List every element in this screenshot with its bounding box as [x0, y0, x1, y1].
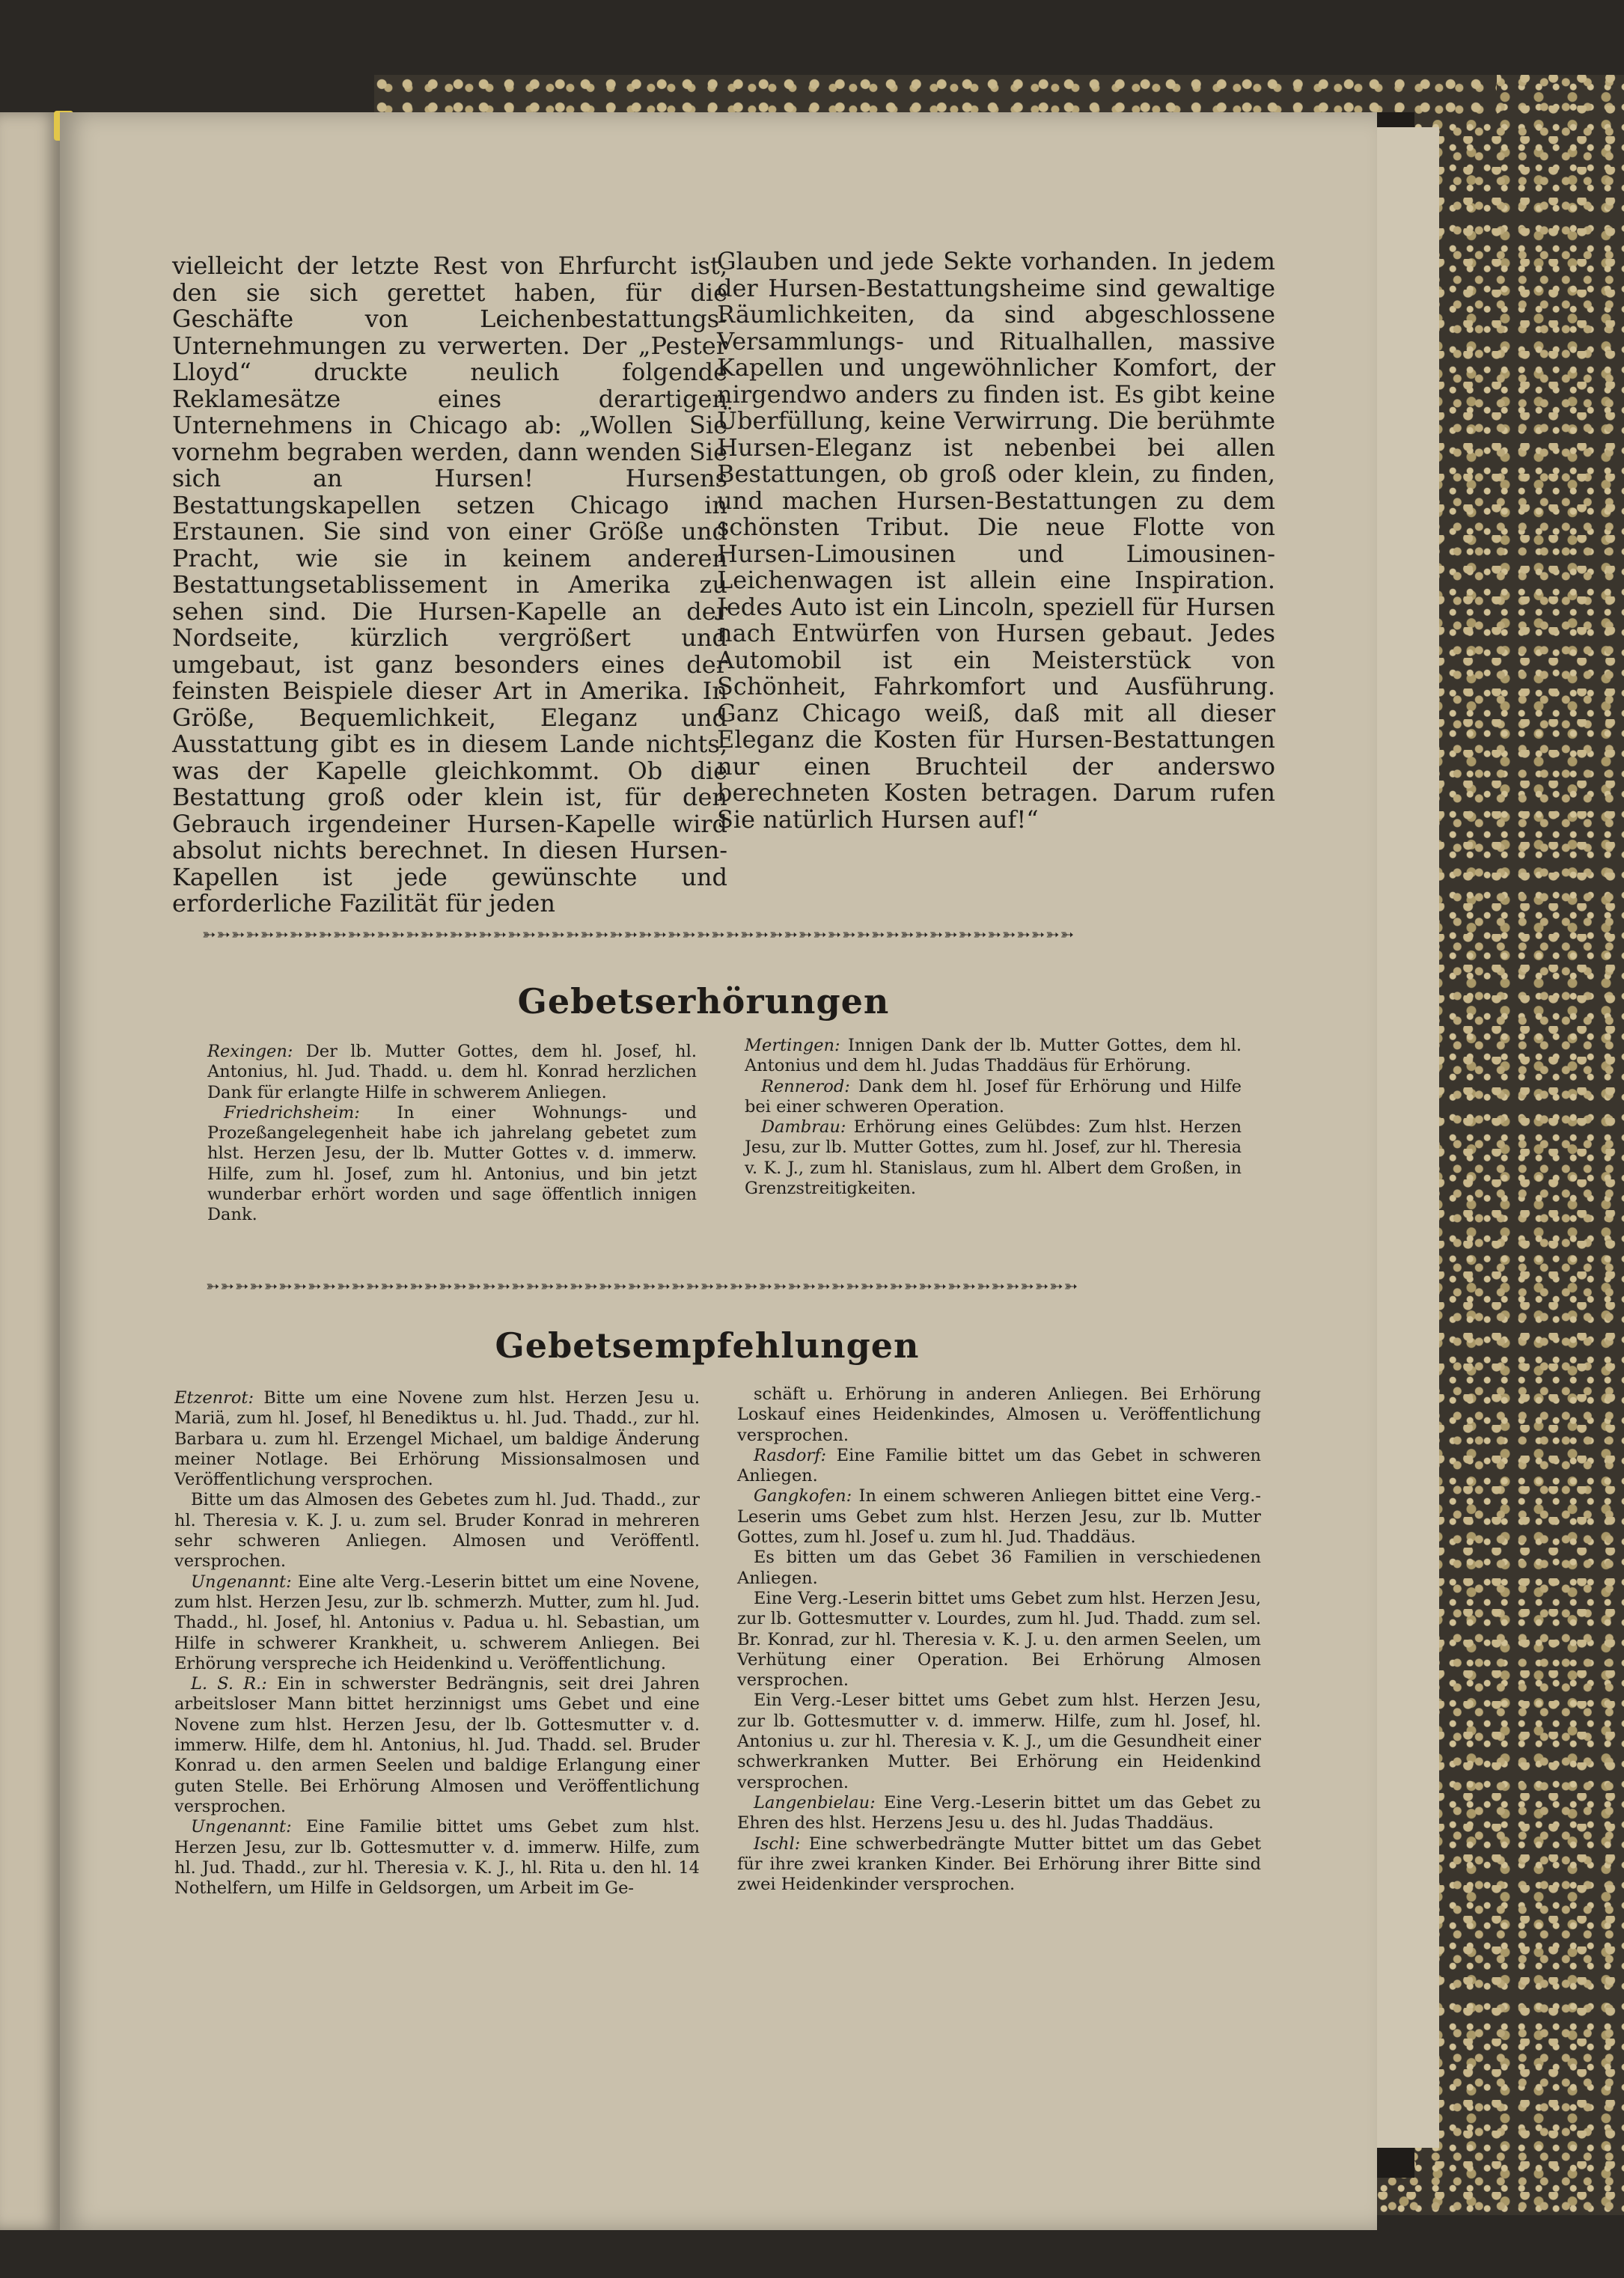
entry-text: Ein Verg.-Leser bittet ums Gebet zum hlst. Herzen Jesu, zur lb. Gottesmutter v. d. immerw. Hilfe, zum hl. Josef, hl. Antonius u. zur hl. Theresia v. K. J., um die Gesundheit einer schwerkranken Mutter. Bei Erhörung ein Heidenkind versprochen.	[737, 1691, 1261, 1792]
page-stack-edge	[1370, 127, 1439, 2148]
prayer-entry	[174, 1572, 700, 1674]
entry-text: Eine schwerbedrängte Mutter bittet um das Gebet für ihre zwei kranken Kinder. Bei Erhörung ihrer Bitte sind zwei Heidenkinder versprochen.	[737, 1833, 1261, 1895]
book-page	[60, 112, 1377, 2230]
prayer-entry	[737, 1384, 1261, 1446]
entry-location-label: Rennerod:	[761, 1076, 850, 1096]
entry-text: In einem schweren Anliegen bittet eine Verg.-Leserin ums Gebet zum hlst. Herzen Jesu, zur lb. Mutter Gottes, zum hl. Josef u. zum hl. Jud. Thaddäus.	[737, 1486, 1261, 1548]
entry-text: Dank dem hl. Josef für Erhörung und Hilfe bei einer schweren Operation.	[745, 1076, 1242, 1117]
gebetsempfehlungen-right-column	[737, 1384, 1261, 1895]
entry-location-label: Ischl:	[754, 1833, 801, 1854]
article-right-column	[717, 248, 1275, 833]
entry-location-label: Ungenannt:	[191, 1572, 292, 1592]
gebetserhoerungen-left-column	[207, 1042, 697, 1226]
entry-text: Bitte um eine Novene zum hlst. Herzen Jesu u. Mariä, zum hl. Josef, hl Benediktus u. hl. Jud. Thadd., zur hl. Barbara u. zum hl. Erzengel Michael, um baldige Änderung meiner Notlage. Bei Erhörung Missionsalmosen und Veröffentlichung versprochen.	[174, 1388, 700, 1490]
entry-location-label: Rasdorf:	[754, 1445, 827, 1465]
prayer-entry	[745, 1117, 1242, 1199]
prayer-entry	[207, 1042, 697, 1103]
prayer-entry	[174, 1388, 700, 1490]
entry-location-label: Langenbielau:	[754, 1792, 876, 1813]
prayer-entry	[745, 1077, 1242, 1118]
entry-location-label: Friedrichsheim:	[224, 1102, 360, 1123]
gebetserhoerungen-right-column	[745, 1036, 1242, 1199]
entry-text: Eine Familie bittet um das Gebet in schweren Anliegen.	[737, 1445, 1261, 1486]
entry-text: Der lb. Mutter Gottes, dem hl. Josef, hl. Antonius, hl. Jud. Thadd. u. dem hl. Konrad herzlichen Dank für erlangte Hilfe in schwerem Anliegen.	[207, 1042, 697, 1102]
entry-text: Eine alte Verg.-Leserin bittet um eine Novene, zum hlst. Herzen Jesu, zur lb. schmerzh. Mutter, zum hl. Jud. Thadd., hl. Josef, hl. Antonius v. Padua u. hl. Sebastian, um Hilfe in schwerer Krankheit, u. schwerem Anliegen. Bei Erhörung verspreche ich Heidenkind u. Veröffentlichung.	[174, 1572, 700, 1673]
section-heading-gebetsempfehlungen: Gebetsempfehlungen	[495, 1325, 920, 1366]
entry-location-label: Ungenannt:	[191, 1817, 292, 1837]
prayer-entry	[737, 1834, 1261, 1896]
entry-text: Eine Verg.-Leserin bittet ums Gebet zum hlst. Herzen Jesu, zur lb. Gottesmutter v. Lourdes, zum hl. Jud. Thadd. zum sel. Br. Konrad, zur hl. Theresia v. K. J. u. den armen Seelen, um Verhütung einer Operation. Bei Erhörung Almosen versprochen.	[737, 1588, 1261, 1691]
entry-text: Eine Verg.-Leserin bittet um das Gebet zu Ehren des hlst. Herzens Jesu u. des hl. Judas Thaddäus.	[737, 1792, 1261, 1833]
entry-text: Es bitten um das Gebet 36 Familien in verschiedenen Anliegen.	[737, 1548, 1261, 1588]
entry-location-label: Gangkofen:	[754, 1486, 852, 1506]
entry-location-label: Dambrau:	[761, 1117, 846, 1138]
article-right-text: Glauben und jede Sekte vorhanden. In jedem der Hursen-Bestattungsheime sind gewaltige Räumlichkeiten, da sind abgeschlossene Versammlungs- und Ritualhallen, massive Kapellen und ungewöhnlicher Komfort, der nirgendwo anders zu finden ist. Es gibt keine Überfüllung, keine Verwirrung. Die berühmte Hursen-Eleganz ist nebenbei bei allen Bestattungen, ob groß oder klein, zu finden, und machen Hursen-Bestattungen zu dem schönsten Tribut. Die neue Flotte von Hursen-Limousinen und Limousinen-Leichenwagen ist allein eine Inspiration. Jedes Auto ist ein Lincoln, speziell für Hursen nach Entwürfen von Hursen gebaut. Jedes Automobil ist ein Meisterstück von Schönheit, Fahrkomfort und Ausführung. Ganz Chicago weiß, daß mit all dieser Eleganz die Kosten für Hursen-Bestattungen nur einen Bruchteil der anderswo berechneten Kosten betragen. Darum rufen Sie natürlich Hursen auf!“	[717, 247, 1275, 834]
entry-text: Bitte um das Almosen des Gebetes zum hl. Jud. Thadd., zur hl. Theresia v. K. J. u. zum sel. Bruder Konrad in mehreren sehr schweren Anliegen. Almosen und Veröffentl. versprochen.	[174, 1490, 700, 1572]
entry-text: schäft u. Erhörung in anderen Anliegen. Bei Erhörung Loskauf eines Heidenkindes, Almosen u. Veröffentlichung versprochen.	[737, 1384, 1261, 1445]
gebetsempfehlungen-left-column	[174, 1388, 700, 1899]
prayer-entry	[207, 1103, 697, 1226]
entry-text: Innigen Dank der lb. Mutter Gottes, dem hl. Antonius und dem hl. Judas Thaddäus für Erhörung.	[745, 1036, 1242, 1076]
entry-location-label: Rexingen:	[207, 1042, 293, 1061]
article-left-text: vielleicht der letzte Rest von Ehrfurcht ist, den sie sich gerettet haben, für die Geschäfte von Leichenbestattungs-Unternehmungen zu verwerten. Der „Pester Lloyd“ druckte neulich folgende Reklamesätze eines derartigen Unternehmens in Chicago ab: „Wollen Sie vornehm begraben werden, dann wenden Sie sich an Hursen! Hursens Bestattungskapellen setzen Chicago in Erstaunen. Sie sind von einer Größe und Pracht, wie sie in keinem anderen Bestattungsetablissement in Amerika zu sehen sind. Die Hursen-Kapelle an der Nordseite, kürzlich vergrößert und umgebaut, ist ganz besonders eines der feinsten Beispiele dieser Art in Amerika. In Größe, Bequemlichkeit, Eleganz und Ausstattung gibt es in diesem Lande nichts, was der Kapelle gleichkommt. Ob die Bestattung groß oder klein ist, für den Gebrauch irgendeiner Hursen-Kapelle wird absolut nichts berechnet. In diesen Hursen-Kapellen ist jede gewünschte und erforderliche Fazilität für jeden	[172, 251, 727, 917]
prayer-entry	[174, 1674, 700, 1817]
prayer-entry	[174, 1490, 700, 1572]
facing-page	[0, 112, 60, 2230]
entry-text: Eine Familie bittet ums Gebet zum hlst. Herzen Jesu, zur lb. Gottesmutter v. d. immerw. Hilfe, zum hl. Jud. Thadd., zur hl. Theresia v. K. J., hl. Rita u. den hl. 14 Nothelfern, um Hilfe in Geldsorgen, um Arbeit im Ge-	[174, 1817, 700, 1899]
prayer-entry	[737, 1446, 1261, 1487]
article-left-column	[172, 253, 727, 917]
entry-location-label: Mertingen:	[745, 1036, 840, 1055]
section-heading-gebetserhoerungen: Gebetserhörungen	[517, 981, 890, 1022]
entry-text: Ein in schwerster Bedrängnis, seit drei Jahren arbeitsloser Mann bittet herzinnigst ums Gebet und eine Novene zum hlst. Herzen Jesu, der lb. Gottesmutter v. d. immerw. Hilfe, dem hl. Antonius, hl. Jud. Thadd. sel. Bruder Konrad u. den armen Seelen und baldige Erlangung einer guten Stelle. Bei Erhörung Almosen und Veröffentlichung versprochen.	[174, 1674, 700, 1816]
prayer-entry	[737, 1793, 1261, 1834]
prayer-entry	[737, 1548, 1261, 1589]
entry-location-label: L. S. R.:	[191, 1674, 267, 1694]
entry-text: In einer Wohnungs- und Prozeßangelegenheit habe ich jahrelang gebetet zum hlst. Herzen Jesu, der lb. Mutter Gottes v. d. immerw. Hilfe, zum hl. Josef, zum hl. Antonius, und bin jetzt wunderbar erhört worden und sage öffentlich innigen Dank.	[207, 1102, 697, 1225]
prayer-entry	[737, 1691, 1261, 1792]
prayer-entry	[737, 1486, 1261, 1548]
prayer-entry	[745, 1036, 1242, 1077]
entry-location-label: Etzenrot:	[174, 1388, 254, 1408]
ornamental-divider: ➳➳➳➳➳➳➳➳➳➳➳➳➳➳➳➳➳➳➳➳➳➳➳➳➳➳➳➳➳➳➳➳➳➳➳➳➳➳➳➳➳➳➳➳➳➳➳➳➳➳➳➳➳➳➳➳➳➳➳➳	[206, 1280, 1079, 1295]
prayer-entry	[737, 1589, 1261, 1691]
prayer-entry	[174, 1817, 700, 1899]
ornamental-divider: ➳➳➳➳➳➳➳➳➳➳➳➳➳➳➳➳➳➳➳➳➳➳➳➳➳➳➳➳➳➳➳➳➳➳➳➳➳➳➳➳➳➳➳➳➳➳➳➳➳➳➳➳➳➳➳➳➳➳➳➳	[202, 928, 1075, 943]
entry-text: Erhörung eines Gelübdes: Zum hlst. Herzen Jesu, zur lb. Mutter Gottes, zum hl. Josef, zur hl. Theresia v. K. J., zum hl. Stanislaus, zum hl. Albert dem Großen, in Grenzstreitigkeiten.	[745, 1117, 1242, 1199]
